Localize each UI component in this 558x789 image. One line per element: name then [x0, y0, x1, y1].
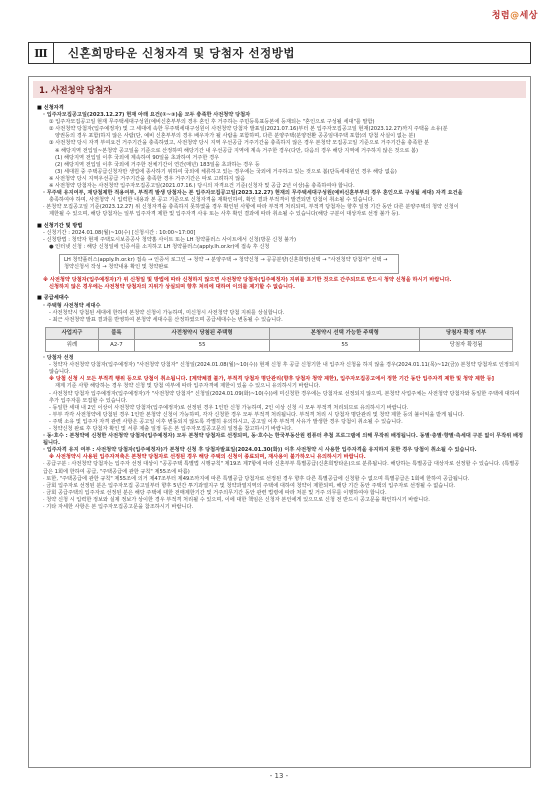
paragraph: 재계 기준 사항 해당하는 경우 청약 신청 및 당첨 여부에 따라 입주자격에 제한이 있을 수 있으니 유의하시기 바랍니다. [55, 383, 321, 390]
paragraph: - 동일한 세대 내 2인 이상이 사전청약 당첨자(입주예정자)로 선정된 경우 1인만 신청 가능하며, 2인 이상 신청 시 모두 부적격 처리되므로 유의하시기 바랍니다. [49, 404, 409, 411]
logo-dot-icon: @ [510, 11, 520, 21]
paragraph: · 기타 자세한 사항은 본 입주자모집공고문을 참조하시기 바랍니다. [43, 504, 194, 510]
paragraph: (3) 세대원 중 주택공급신청자만 생업에 종사하기 위하여 국외에 체류하고 있는 경우에는 국외에 거주하고 있는 것으로 봄(단독세대원인 경우 해당 없음) [55, 168, 397, 175]
text-blocks-1 [37, 105, 524, 324]
paragraph: · 금회 공급주택의 입주자로 선정된 분은 해당 주택에 대한 전매제한기간 및 거주의무기간 동안 관련 법령에 따라 처분 및 거주 의무를 이행하여야 합니다. [43, 489, 387, 496]
section-number: Ⅲ [29, 43, 54, 63]
paragraph: - 최근 사전청약 발표 결과를 반영하여 본청약 세대수를 산정하였으며 공급세대수는 변동될 수 있습니다. [49, 316, 283, 323]
table-header-cell: 사전청약시 당첨된 주택형 [134, 327, 269, 339]
table-cell: 55 [134, 339, 269, 351]
table-header-row [46, 327, 513, 339]
paragraph: ※ 사전청약시 사용된 입주자저축은 본청약 당첨자로 선정된 경우 해당 주택의 신청이 종료되며, 재사용이 불가하오니 유의하시기 바랍니다. [49, 454, 366, 461]
page-number: - 13 - [269, 772, 289, 780]
paragraph: · 동·호수 : 본청약에 신청한 사전청약 당첨자(입주예정자) 모두 본청약 당첨자로 선정되며, 동·호수는 한국부동산원 컴퓨터 추첨 프로그램에 의해 무작위 배정됩니다. 동별·층별·향별·측세대 구분 없이 무작위 배정됩니다. [43, 433, 524, 447]
supply-table [45, 327, 513, 352]
paragraph: ※ 당첨 신청 시 모든 부적격 행위 등으로 당첨이 취소됩니다. [계약체결 불가, 부적격 당첨자 명단관리(향후 당첨자 청약 제한), 입주자모집공고에서 정한 기간 동안 입주자격 제한 및 청약 제한 등] [49, 376, 495, 383]
paragraph: - 사전청약 당첨자 입주예정자(입주예정자)가 "사전청약 당첨자" 신청일(2024.01.09(화)~10(수))에 미신청한 경우에는 당첨자로 선정되지 않으며, 본청약 사업주체는 사전청약 당첨자와 동일한 주택에 대하여 추가 입주자를 모집할 수 있습니다. [49, 390, 520, 404]
table-cell: A2-7 [98, 339, 134, 351]
paragraph: ※ 해당지역 전입일~본청약 공고일을 기준으로 산정하며 해당기간 내 우선공급 지역에 계속 거주한 경우(다만, 다음의 경우 해당 지역에 거주하지 않은 것으로 봄) [55, 147, 419, 154]
paragraph: - 부부 각각 사전청약에 당첨된 경우 1인만 본청약 신청이 가능하며, 각자 신청한 경우 모두 부적격 처리됩니다. 부적격 처리 시 당첨자 명단관리 및 청약 제한 등의 불이익을 받게 됩니다. [49, 411, 465, 418]
table-row [46, 339, 513, 351]
table-cell: 55 [270, 339, 420, 351]
paragraph: - 사전청약시 당첨된 세대에 한하여 본청약 신청이 가능하며, 미신청시 사전청약 당첨 지위를 상실합니다. [49, 309, 285, 316]
paragraph: · 주택형 사전청약 세대수 [43, 302, 101, 309]
paragraph: · 무주택 유지여부, 재당첨제한 적용여부, 부적격 발생 당첨자는 본 입주자모집공고일(2023.12.27) 현재의 무주택세대구성원(예비신혼부부의 경우 혼인으로 구성될 세대) 자격 요건을 [43, 190, 463, 197]
paragraph: 제한될 수 있으며, 해당 당첨자는 일부 입주자격 제한 및 입주자격 사유 또는 사후 확인 결과에 따라 취소될 수 있습니다(해당 구분이 대상자로 선정 불가 등). [49, 211, 400, 218]
subsection-title: 1. 사전청약 당첨자 [33, 81, 526, 98]
paragraph: · 당첨자 선정 [43, 355, 74, 362]
brand-logo [492, 8, 538, 21]
paragraph: ③ 사전청약 당시 자격 부여요건 거주기간을 충족하였고, 사전청약 당시 지역 우선공급 거주기간을 충족하지 않은 경우 본청약 모집공고일 기준으로 거주기간을 충족한 분 [49, 140, 430, 147]
paragraph: · 청약 신청 시 입력한 정보와 실제 정보가 상이한 경우 부적격 처리될 수 있으며, 이에 대한 책임은 신청자 본인에게 있으므로 신청 전 반드시 공고문을 확인하시기 바랍니다. [43, 496, 430, 503]
logo-text-b: 세상 [519, 11, 538, 21]
table-body [46, 339, 513, 351]
paragraph: 충족하여야 하며, 사전청약 시 입력한 내용과 본 공고 기준으로 신청자격을 재확인하여, 확인 결과 부적격이 발견되면 당첨이 취소될 수 있습니다. [49, 197, 375, 204]
table-header-cell: 당첨자 확정 여부 [420, 327, 513, 339]
paragraph: 양권등의 경우 포함)하지 않은 사람(단, 예비 신혼부부의 경우 배우자가 될 사람을 포함하며, 다른 분양주택(분양전환 공공임대주택 포함)의 당첨 사실이 없는 분) [55, 133, 416, 140]
paragraph: ① 입주자모집공고일 현재 무주택세대구성원(예비신혼부부의 경우 혼인 후 거주하는 주민등록표등본에 등재되는 "혼인으로 구성될 세대"를 말함) [49, 119, 375, 126]
paragraph: · 또한, "주택공급에 관한 규칙" 제55조에 의거 제47조부터 제49조까지에 따른 특별공급 당첨자로 선정된 경우 향후 다른 특별공급에 신청할 수 없으며 특별공급은 1회에 한하여 공급됩니다. [43, 475, 470, 482]
table-cell: 당첨자 확정됨 [420, 339, 513, 351]
section-heading: ■ 신청기간 및 방법 [37, 222, 83, 229]
table-cell: 위례 [46, 339, 99, 351]
paragraph: 신청하지 않은 경우에는 사전청약 당첨자의 지위가 상실되며 향후 처리에 대하여 이의를 제기할 수 없습니다. [49, 284, 295, 291]
paragraph: · 입주자격 유지 여부 : 사전청약 당첨자(입주예정자)가 본청약 신청 후 당첨자발표일(2024.01.30(화)) 이후 사전청약 시 사용한 입주자격을 유지하지 못한 경우 당첨이 취소될 수 있습니다. [43, 447, 477, 454]
paragraph: (2) 해당지역 전입일 이후 국외에 거주한 전체기간이 연간(매년) 183일을 초과하는 경우 등 [55, 161, 260, 168]
text-blocks-2 [37, 355, 524, 511]
paragraph: · 공급구분 : 사전청약 당첨자는 입주자 선정 대상이 "공공주택 특별법 시행규칙" 제19조 제7항에 따라 신혼부부 특별공급(신혼희망타운)으로 분류됩니다. 해당하는 특별공급 대상자로 선정할 수 있습니다. (특별공급은 1회에 한하여 공급, "주택공급에 관한 규칙" 제55조에 따름) [43, 461, 520, 475]
section-heading: ■ 공급세대수 [37, 295, 69, 302]
section-title: 신혼희망타운 신청자격 및 당첨자 선정방법 [68, 46, 295, 60]
paragraph: · 입주자모집공고일(2023.12.27) 현재 아래 요건(①~③)을 모두 충족한 사전청약 당첨자 [43, 112, 251, 119]
paragraph: ② 사전청약 당첨자(입주예정자) 및 그 세대에 속한 무주택세대구성원이 사전청약 당첨자 발표일(2021.07.16)부터 본 입주자모집공고일 현재(2023.12.27)까지 주택을 소유(분 [49, 126, 448, 133]
paragraph: · 금회 입주자로 선정된 분은 입주자모집 공고일부터 향후 5년간 투기과열지구 및 청약과열지역의 주택에 대하여 청약이 제한되며, 해당 기간 동안 주택의 입주자로 선정될 수 없습니다. [43, 482, 455, 489]
paragraph: ※ 사전청약 당시 지역우선공급 거주기간을 충족한 경우 거주기간은 따로 고려하지 않음 [49, 175, 246, 182]
document-body [37, 101, 524, 511]
paragraph: ● 인터넷 신청 : 해당 신청일에 인증서를 소지하고 LH 청약플러스(apply.lh.or.kr)에 접속 후 신청 [49, 243, 270, 250]
table-header-cell: 사업지구 [46, 327, 99, 339]
paragraph: - 청약자 사전청약 당첨자(입주예정자) "사전청약 당첨자" 신청일(2024.01.08(월)~10(수)) 현재 신청 후 공급 신청기한 내 입주자 신청을 하지 않을 경우(2024.01.11(목)~12(금)) 본청약 당첨자로 인정되지 않습니다. [49, 362, 519, 376]
paragraph: - 청약신청 완료 후 당첨자 확인 및 서류 제출 일정 등은 본 입주자모집공고문의 일정을 참고하시기 바랍니다. [49, 425, 293, 432]
table-header-cell: 블록 [98, 327, 134, 339]
paragraph: ※ 사전청약 당첨자(입주예정자)가 위 신청일 및 방법에 따라 신청하지 않으면 사전청약 당첨자(입주예정자) 지위를 포기한 것으로 간주되므로 반드시 청약 신청을 하시기 바랍니다. [43, 277, 452, 284]
paragraph: - 신청기간 : 2024.01.08(월)~10(수) [신청시간 : 10:00~17:00] [43, 229, 196, 236]
paragraph: (1) 해당지역 전입일 이후 국외에 계속하여 90일을 초과하여 거주한 경우 [55, 154, 220, 161]
paragraph: · 본청약 모집공고일 기준(2023.12.27) 위 신청자격을 충족하지 못하였을 경우 확인된 사항에 따라 부적격 처리되며, 부적격 당첨자는 향후 일정 기간 동안 다른 분양주택의 청약 신청이 [43, 204, 459, 211]
paragraph: ※ 사전청약 당첨자는 사전청약 입주자모집공고일(2021.07.16.) 당시의 자격요건 기준(신청자 및 공급 2년 이상)을 충족하여야 합니다. [49, 183, 355, 190]
logo-text-a: 청렴 [491, 11, 511, 21]
paragraph: - 신청방법 : 청약자 현재 주택도시보증공사 청약홈 사이트 또는 LH 청약플러스 사이트에서 신청(방문 신청 불가) [43, 236, 297, 243]
instruction-note-box: LH 청약플러스(apply.lh.or.kr) 접속 → 인증서 로그인 → 청약 → 분양주택 → 청약신청 → 공공분양(신혼희망)선택 → "사전청약 당첨자" 선택 → 청약신청서 작성 → 청약내용 확인 및 청약완료 [59, 254, 399, 274]
section-heading: ■ 신청자격 [37, 105, 64, 111]
table-header-cell: 본청약시 선택 가능한 주택형 [270, 327, 420, 339]
section-header [28, 42, 531, 64]
content-frame [28, 76, 531, 768]
paragraph: - 주택 소유 및 입주자 자격 관련 사항은 공고일 이후 변동되지 않도록 각별히 유의하시고, 공고일 이후 부적격 사유가 발생한 경우 당첨이 취소될 수 있습니다. [49, 418, 403, 425]
